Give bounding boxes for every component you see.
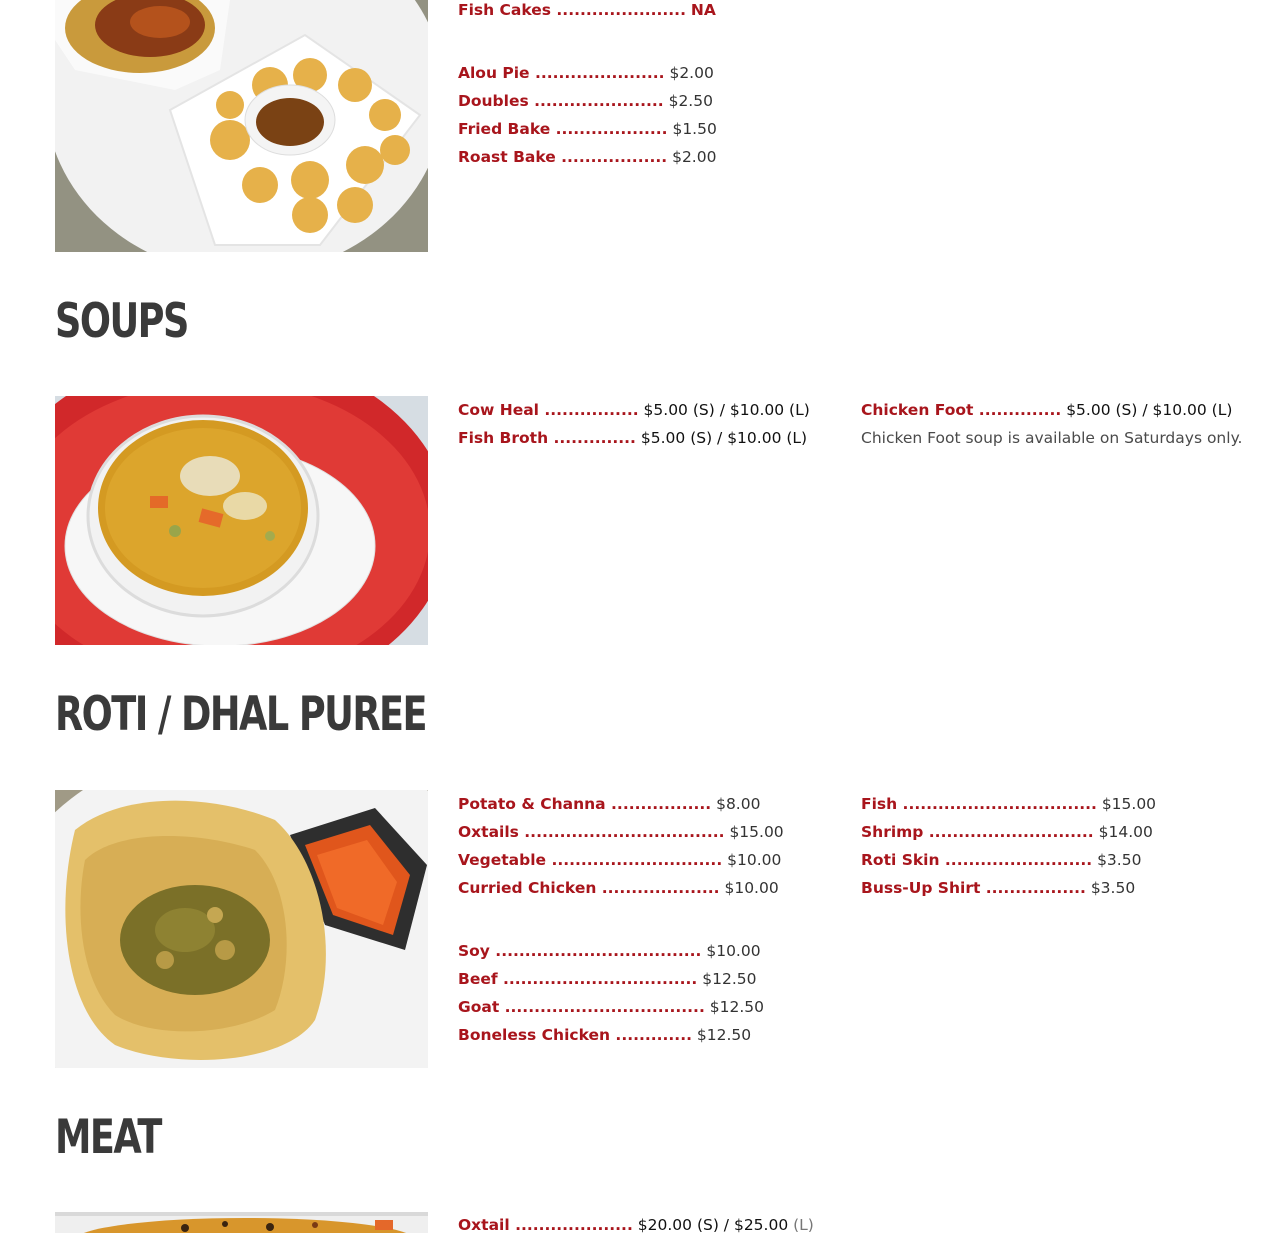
item-name: Goat .................................. (458, 998, 705, 1016)
item-price: $14.00 (1098, 823, 1153, 841)
item-name: Cow Heal ................ (458, 401, 639, 419)
item-name: Shrimp ............................ (861, 823, 1094, 841)
menu-line-fish-broth (458, 424, 807, 452)
menu-line-curried-chicken (458, 874, 779, 902)
item-name: Vegetable ............................. (458, 851, 723, 869)
menu-line-vegetable (458, 846, 781, 874)
item-price: $5.00 (S) / $10.00 (L) (640, 429, 808, 447)
menu-line-oxtails (458, 818, 784, 846)
item-name: Alou Pie ...................... (458, 64, 665, 82)
menu-line-goat (458, 993, 764, 1021)
item-name: Oxtail .................... (458, 1216, 633, 1234)
menu-line-shrimp (861, 818, 1153, 846)
item-name: Doubles ...................... (458, 92, 664, 110)
item-price: $15.00 (1101, 795, 1157, 813)
item-name: Oxtails .................................. (458, 823, 725, 841)
menu-line-chicken-foot (861, 396, 1232, 424)
item-price: $3.50 (1090, 879, 1136, 897)
item-price: $10.00 (727, 851, 782, 869)
item-price: $8.00 (716, 795, 761, 813)
roti-heading: ROTI / DHAL PUREE (55, 687, 426, 742)
item-name: Roti Skin ......................... (861, 851, 1093, 869)
item-price: $2.50 (668, 92, 713, 110)
item-price: $3.50 (1097, 851, 1142, 869)
meat-photo (55, 1212, 428, 1233)
meat-heading: MEAT (55, 1110, 161, 1165)
menu-line-fish (861, 790, 1156, 818)
menu-line-fish-cakes (458, 0, 716, 24)
item-price: $20.00 (S) / $25.00 (637, 1216, 789, 1234)
item-size-suffix: (L) (793, 1216, 814, 1234)
menu-line-doubles (458, 87, 713, 115)
snacks-photo (55, 0, 428, 252)
menu-line-soy (458, 937, 761, 965)
item-name: Beef ................................. (458, 970, 698, 988)
item-price: $2.00 (669, 64, 714, 82)
menu-line-fried-bake (458, 115, 717, 143)
item-price: $5.00 (S) / $10.00 (L) (643, 401, 810, 419)
meat-photo-image (55, 1212, 428, 1233)
item-name: Fish Cakes ...................... (458, 1, 686, 19)
soup-photo-image (55, 396, 428, 645)
item-price: NA (690, 1, 716, 19)
item-price: $10.00 (706, 942, 761, 960)
item-name: Curried Chicken .................... (458, 879, 720, 897)
menu-line-potato-channa (458, 790, 760, 818)
item-price: $10.00 (724, 879, 779, 897)
menu-line-beef (458, 965, 756, 993)
item-name: Fried Bake ................... (458, 120, 668, 138)
menu-line-boneless-chicken (458, 1021, 751, 1049)
item-price: $5.00 (S) / $10.00 (L) (1066, 401, 1233, 419)
item-name: Potato & Channa ................. (458, 795, 712, 813)
item-name: Fish ................................. (861, 795, 1097, 813)
menu-line-roast-bake (458, 143, 716, 171)
soups-heading: SOUPS (55, 294, 188, 349)
menu-line-roti-skin (861, 846, 1141, 874)
item-name: Buss-Up Shirt ................. (861, 879, 1086, 897)
item-price: $1.50 (672, 120, 717, 138)
soup-photo (55, 396, 428, 645)
item-price: $15.00 (729, 823, 784, 841)
item-price: $12.50 (696, 1026, 752, 1044)
item-name: Roast Bake .................. (458, 148, 668, 166)
item-name: Fish Broth .............. (458, 429, 636, 447)
chicken-foot-note: Chicken Foot soup is available on Saturdays only. (861, 429, 1243, 447)
snacks-photo-image (55, 0, 428, 252)
roti-photo (55, 790, 428, 1068)
menu-line-buss-up-shirt (861, 874, 1135, 902)
menu-line-cow-heal (458, 396, 810, 424)
item-price: $12.50 (709, 998, 765, 1016)
roti-photo-image (55, 790, 428, 1068)
menu-line-oxtail (458, 1211, 814, 1239)
item-price: $2.00 (672, 148, 717, 166)
item-name: Boneless Chicken ............. (458, 1026, 692, 1044)
menu-line-alou-pie (458, 59, 714, 87)
item-name: Chicken Foot .............. (861, 401, 1062, 419)
item-price: $12.50 (702, 970, 757, 988)
item-name: Soy ................................... (458, 942, 702, 960)
